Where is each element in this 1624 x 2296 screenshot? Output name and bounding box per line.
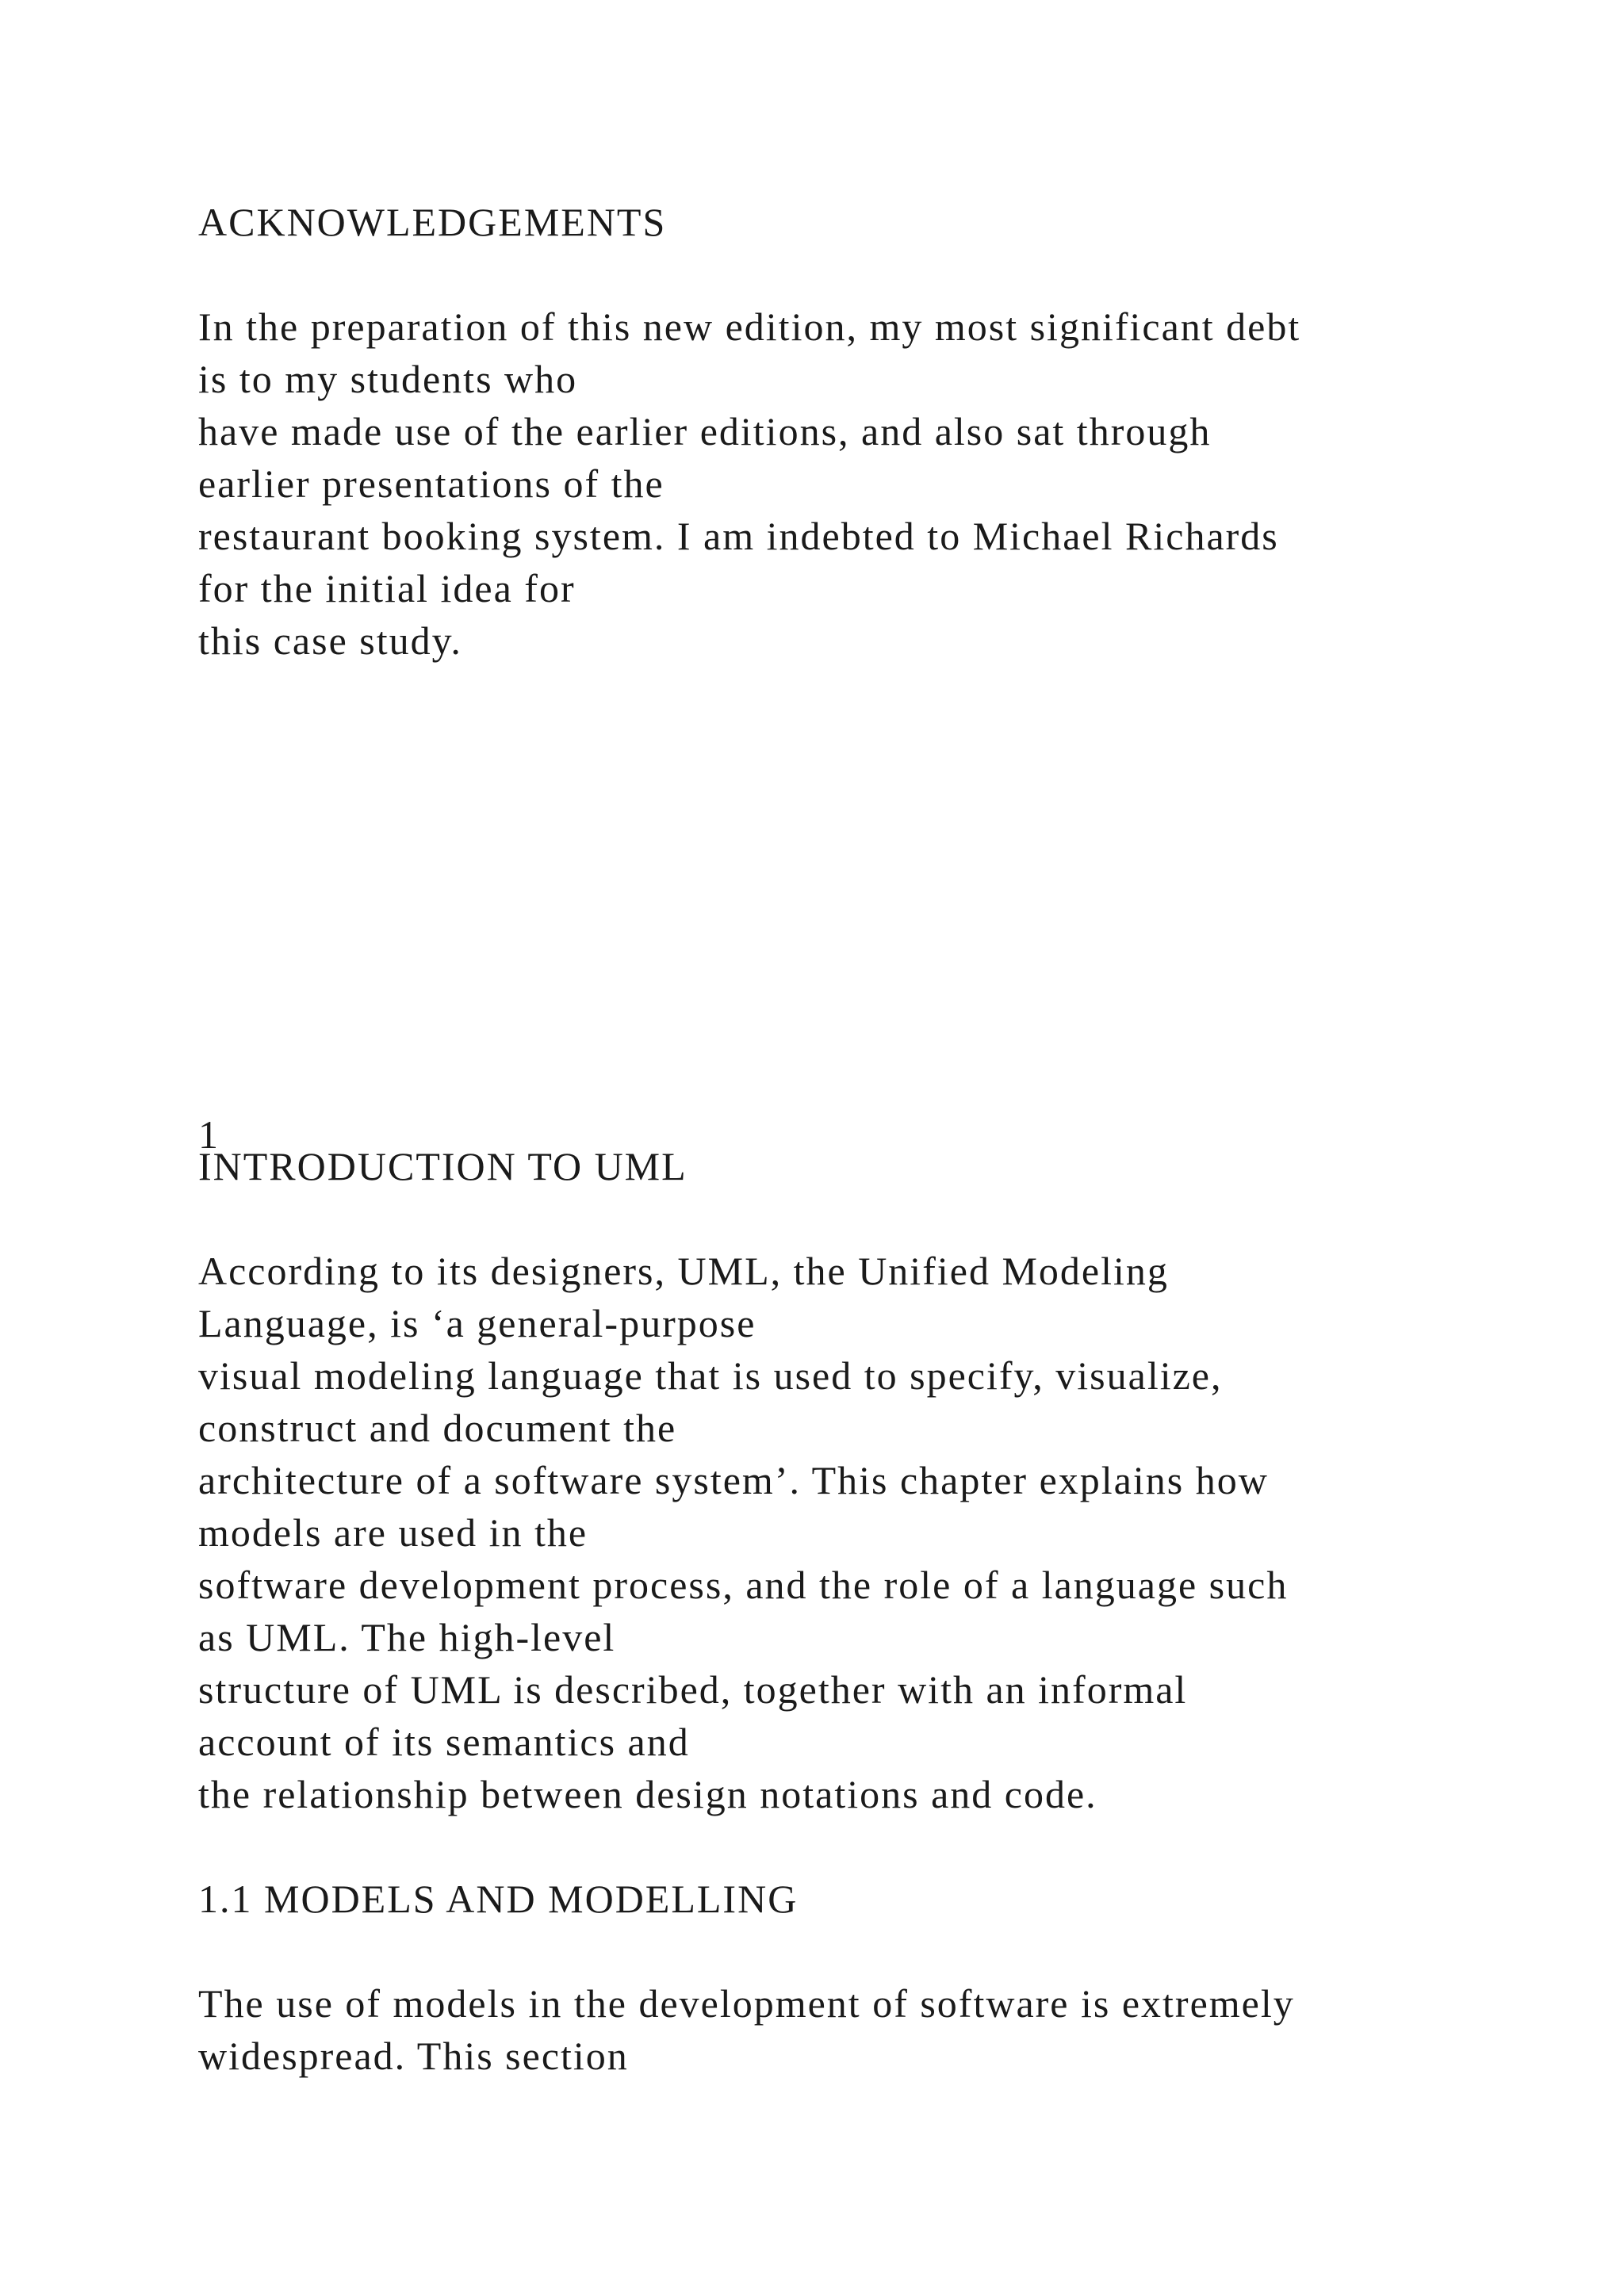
paragraph-line: construct and document the [198, 1406, 677, 1450]
paragraph-line: restaurant booking system. I am indebted to Michael Richards [198, 514, 1279, 558]
paragraph-line: models are used in the [198, 1510, 588, 1555]
paragraph-line: Language, is ‘a general-purpose [198, 1301, 756, 1345]
section-heading-models: 1.1 MODELS AND MODELLING [198, 1877, 799, 1921]
paragraph-line: the relationship between design notations and code. [198, 1772, 1097, 1816]
paragraph-line: is to my students who [198, 357, 578, 401]
paragraph-line: this case study. [198, 618, 462, 663]
paragraph-line: account of its semantics and [198, 1720, 690, 1764]
paragraph-line: software development process, and the role of a language such [198, 1563, 1289, 1607]
paragraph-line: In the preparation of this new edition, my most significant debt [198, 304, 1301, 349]
paragraph-line: as UML. The high-level [198, 1615, 616, 1659]
section-heading-acknowledgements: ACKNOWLEDGEMENTS [198, 200, 667, 244]
paragraph-line: have made use of the earlier editions, and also sat through [198, 409, 1212, 453]
paragraph-line: The use of models in the development of software is extremely [198, 1981, 1295, 2026]
paragraph-line: earlier presentations of the [198, 461, 665, 506]
paragraph-line: visual modeling language that is used to specify, visualize, [198, 1353, 1223, 1398]
paragraph-line: According to its designers, UML, the Unified Modeling [198, 1249, 1169, 1293]
paragraph-line: for the initial idea for [198, 566, 576, 610]
paragraph-line: widespread. This section [198, 2034, 629, 2078]
paragraph-line: structure of UML is described, together with an informal [198, 1667, 1188, 1712]
chapter-number: 1 [198, 1112, 220, 1157]
chapter-title: INTRODUCTION TO UML [198, 1144, 688, 1188]
paragraph-line: architecture of a software system’. This chapter explains how [198, 1458, 1269, 1502]
